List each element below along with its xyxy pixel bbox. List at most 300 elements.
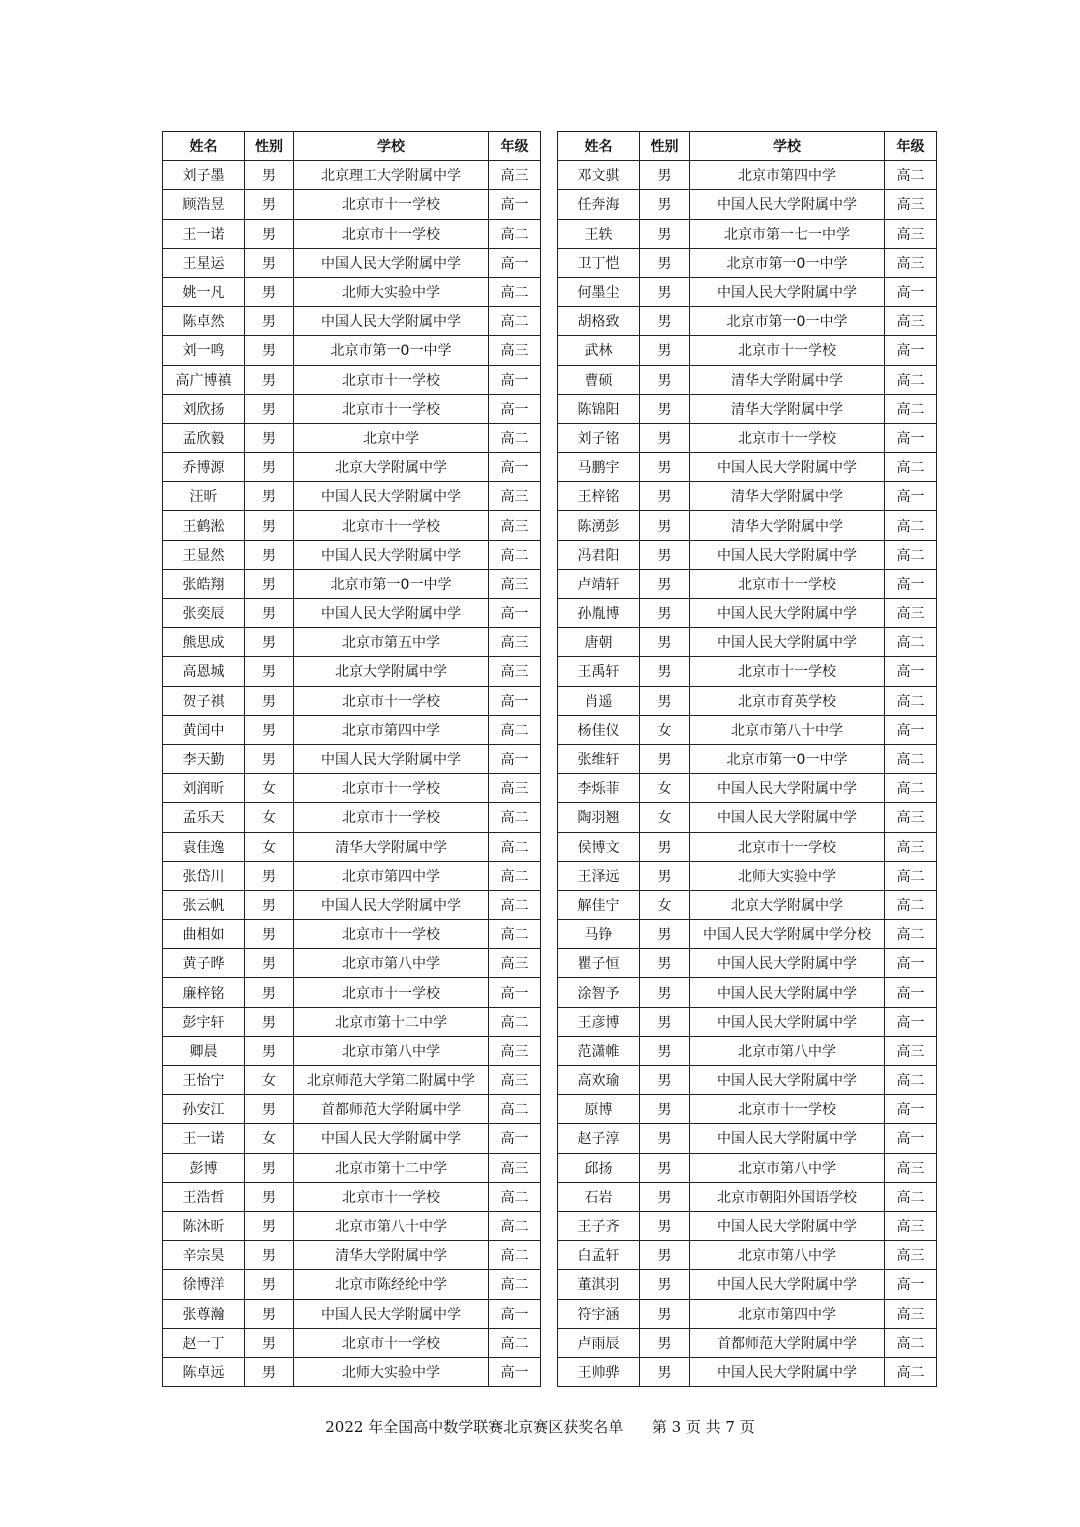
table-row bbox=[163, 978, 541, 1007]
cell-name: 王显然 bbox=[163, 540, 245, 569]
table-row bbox=[163, 715, 541, 744]
cell-school: 北京市第八中学 bbox=[294, 949, 489, 978]
table-row bbox=[558, 861, 937, 890]
cell-school: 中国人民大学附属中学 bbox=[690, 1357, 885, 1386]
cell-school: 北京市陈经纶中学 bbox=[294, 1270, 489, 1299]
cell-grade: 高二 bbox=[885, 365, 937, 394]
cell-school: 北京市第四中学 bbox=[294, 715, 489, 744]
table-row bbox=[558, 161, 937, 190]
cell-name: 陈湧彭 bbox=[558, 511, 640, 540]
cell-name: 彭宇轩 bbox=[163, 1007, 245, 1036]
table-row bbox=[558, 832, 937, 861]
cell-grade: 高三 bbox=[885, 803, 937, 832]
table-row bbox=[558, 1357, 937, 1386]
cell-gender: 男 bbox=[245, 920, 294, 949]
cell-name: 王怡宁 bbox=[163, 1066, 245, 1095]
cell-grade: 高三 bbox=[489, 949, 541, 978]
cell-gender: 男 bbox=[640, 832, 690, 861]
table-row bbox=[163, 453, 541, 482]
table-row bbox=[163, 1328, 541, 1357]
table-row bbox=[558, 277, 937, 306]
cell-name: 杨佳仪 bbox=[558, 715, 640, 744]
cell-school: 清华大学附属中学 bbox=[294, 1241, 489, 1270]
cell-gender: 男 bbox=[640, 190, 690, 219]
cell-school: 北京市十一学校 bbox=[294, 190, 489, 219]
table-row bbox=[163, 307, 541, 336]
cell-name: 孙胤博 bbox=[558, 599, 640, 628]
cell-name: 张维轩 bbox=[558, 744, 640, 773]
cell-gender: 男 bbox=[640, 949, 690, 978]
cell-gender: 男 bbox=[245, 248, 294, 277]
cell-school: 北京市朝阳外国语学校 bbox=[690, 1182, 885, 1211]
table-row bbox=[558, 394, 937, 423]
cell-school: 北京市第一七一中学 bbox=[690, 219, 885, 248]
table-row bbox=[558, 482, 937, 511]
cell-gender: 男 bbox=[640, 219, 690, 248]
cell-name: 卿晨 bbox=[163, 1036, 245, 1065]
cell-name: 刘子铭 bbox=[558, 423, 640, 452]
table-row bbox=[558, 890, 937, 919]
cell-gender: 男 bbox=[640, 365, 690, 394]
table-row bbox=[558, 569, 937, 598]
cell-school: 中国人民大学附属中学 bbox=[690, 774, 885, 803]
cell-gender: 男 bbox=[245, 1036, 294, 1065]
award-table-right bbox=[557, 131, 937, 1387]
cell-name: 任奔海 bbox=[558, 190, 640, 219]
cell-gender: 男 bbox=[245, 423, 294, 452]
table-row bbox=[558, 774, 937, 803]
cell-grade: 高三 bbox=[489, 1036, 541, 1065]
cell-gender: 女 bbox=[245, 803, 294, 832]
cell-name: 刘润昕 bbox=[163, 774, 245, 803]
cell-name: 王鹤淞 bbox=[163, 511, 245, 540]
cell-school: 北京市十一学校 bbox=[690, 657, 885, 686]
cell-gender: 男 bbox=[640, 920, 690, 949]
cell-school: 北京大学附属中学 bbox=[294, 657, 489, 686]
cell-gender: 男 bbox=[245, 1182, 294, 1211]
cell-name: 辛宗昊 bbox=[163, 1241, 245, 1270]
cell-name: 曲相如 bbox=[163, 920, 245, 949]
cell-gender: 男 bbox=[640, 1182, 690, 1211]
cell-gender: 男 bbox=[245, 1328, 294, 1357]
cell-school: 北京市十一学校 bbox=[294, 394, 489, 423]
cell-grade: 高二 bbox=[489, 219, 541, 248]
cell-grade: 高三 bbox=[885, 248, 937, 277]
cell-name: 刘子墨 bbox=[163, 161, 245, 190]
cell-grade: 高三 bbox=[489, 657, 541, 686]
table-row bbox=[163, 832, 541, 861]
cell-gender: 男 bbox=[245, 715, 294, 744]
footer-page-number: 第 3 页 共 7 页 bbox=[651, 1418, 755, 1436]
cell-name: 姚一凡 bbox=[163, 277, 245, 306]
cell-grade: 高一 bbox=[885, 1007, 937, 1036]
cell-grade: 高一 bbox=[489, 365, 541, 394]
page-footer bbox=[0, 1416, 1080, 1437]
cell-name: 高欢瑜 bbox=[558, 1066, 640, 1095]
cell-gender: 男 bbox=[640, 540, 690, 569]
table-row bbox=[163, 657, 541, 686]
cell-grade: 高二 bbox=[489, 803, 541, 832]
cell-school: 北京市十一学校 bbox=[690, 569, 885, 598]
table-row bbox=[558, 744, 937, 773]
cell-grade: 高三 bbox=[489, 511, 541, 540]
cell-name: 瞿子恒 bbox=[558, 949, 640, 978]
table-header-row bbox=[558, 132, 937, 161]
cell-school: 中国人民大学附属中学 bbox=[690, 453, 885, 482]
cell-name: 贺子祺 bbox=[163, 686, 245, 715]
cell-gender: 男 bbox=[245, 569, 294, 598]
cell-grade: 高二 bbox=[885, 920, 937, 949]
cell-school: 清华大学附属中学 bbox=[690, 482, 885, 511]
cell-name: 王浩哲 bbox=[163, 1182, 245, 1211]
cell-gender: 男 bbox=[245, 219, 294, 248]
table-row bbox=[558, 599, 937, 628]
cell-school: 清华大学附属中学 bbox=[690, 365, 885, 394]
header-name: 姓名 bbox=[558, 132, 640, 161]
cell-name: 孟欣毅 bbox=[163, 423, 245, 452]
cell-school: 中国人民大学附属中学 bbox=[690, 628, 885, 657]
cell-school: 北京市第八十中学 bbox=[294, 1211, 489, 1240]
cell-grade: 高一 bbox=[885, 949, 937, 978]
cell-gender: 男 bbox=[640, 1299, 690, 1328]
cell-name: 范潇帷 bbox=[558, 1036, 640, 1065]
cell-grade: 高二 bbox=[489, 540, 541, 569]
cell-gender: 女 bbox=[640, 890, 690, 919]
cell-gender: 男 bbox=[640, 1211, 690, 1240]
table-row bbox=[558, 1211, 937, 1240]
cell-gender: 男 bbox=[640, 1066, 690, 1095]
table-row bbox=[163, 1299, 541, 1328]
cell-gender: 男 bbox=[640, 978, 690, 1007]
table-row bbox=[163, 1270, 541, 1299]
table-row bbox=[163, 1095, 541, 1124]
cell-school: 中国人民大学附属中学 bbox=[294, 248, 489, 277]
cell-school: 北京市育英学校 bbox=[690, 686, 885, 715]
cell-name: 董淇羽 bbox=[558, 1270, 640, 1299]
cell-name: 卫丁恺 bbox=[558, 248, 640, 277]
cell-gender: 男 bbox=[640, 1270, 690, 1299]
cell-school: 北京市第一0一中学 bbox=[690, 744, 885, 773]
cell-name: 王帅骅 bbox=[558, 1357, 640, 1386]
cell-school: 北京市第八十中学 bbox=[690, 715, 885, 744]
cell-name: 高广博禛 bbox=[163, 365, 245, 394]
cell-grade: 高二 bbox=[885, 161, 937, 190]
cell-grade: 高二 bbox=[489, 1328, 541, 1357]
cell-name: 张尊瀚 bbox=[163, 1299, 245, 1328]
cell-name: 乔博源 bbox=[163, 453, 245, 482]
header-grade: 年级 bbox=[489, 132, 541, 161]
cell-school: 北京市十一学校 bbox=[690, 336, 885, 365]
table-row bbox=[163, 744, 541, 773]
cell-name: 孟乐天 bbox=[163, 803, 245, 832]
table-row bbox=[163, 569, 541, 598]
cell-name: 邓文骐 bbox=[558, 161, 640, 190]
cell-grade: 高三 bbox=[885, 1211, 937, 1240]
cell-name: 彭博 bbox=[163, 1153, 245, 1182]
table-row bbox=[163, 1036, 541, 1065]
cell-school: 北京理工大学附属中学 bbox=[294, 161, 489, 190]
cell-school: 中国人民大学附属中学 bbox=[690, 599, 885, 628]
cell-school: 北京市第八中学 bbox=[690, 1153, 885, 1182]
table-row bbox=[558, 657, 937, 686]
cell-gender: 男 bbox=[245, 1095, 294, 1124]
table-row bbox=[163, 336, 541, 365]
table-row bbox=[558, 715, 937, 744]
table-body bbox=[163, 161, 541, 1387]
cell-school: 北京市十一学校 bbox=[294, 219, 489, 248]
footer-title: 2022 年全国高中数学联赛北京赛区获奖名单 bbox=[325, 1418, 624, 1436]
cell-school: 北京大学附属中学 bbox=[690, 890, 885, 919]
cell-grade: 高二 bbox=[489, 1095, 541, 1124]
cell-grade: 高二 bbox=[885, 1357, 937, 1386]
cell-gender: 男 bbox=[640, 861, 690, 890]
cell-gender: 女 bbox=[640, 715, 690, 744]
cell-school: 北京中学 bbox=[294, 423, 489, 452]
cell-gender: 男 bbox=[245, 1357, 294, 1386]
cell-name: 黄子晔 bbox=[163, 949, 245, 978]
cell-gender: 男 bbox=[640, 1153, 690, 1182]
cell-gender: 男 bbox=[245, 365, 294, 394]
cell-grade: 高二 bbox=[885, 1182, 937, 1211]
cell-name: 陶羽翘 bbox=[558, 803, 640, 832]
cell-gender: 男 bbox=[640, 1328, 690, 1357]
cell-gender: 男 bbox=[245, 1153, 294, 1182]
cell-grade: 高一 bbox=[885, 423, 937, 452]
cell-name: 赵子淳 bbox=[558, 1124, 640, 1153]
cell-grade: 高三 bbox=[885, 190, 937, 219]
cell-school: 中国人民大学附属中学 bbox=[690, 1270, 885, 1299]
table-row bbox=[558, 1153, 937, 1182]
cell-school: 北京市十一学校 bbox=[294, 511, 489, 540]
table-row bbox=[558, 248, 937, 277]
cell-name: 卢靖轩 bbox=[558, 569, 640, 598]
cell-gender: 女 bbox=[245, 1066, 294, 1095]
cell-grade: 高三 bbox=[489, 482, 541, 511]
header-gender: 性别 bbox=[640, 132, 690, 161]
cell-school: 北京师范大学第二附属中学 bbox=[294, 1066, 489, 1095]
cell-grade: 高三 bbox=[489, 774, 541, 803]
cell-gender: 男 bbox=[640, 423, 690, 452]
cell-grade: 高一 bbox=[885, 1095, 937, 1124]
table-row bbox=[163, 1007, 541, 1036]
cell-gender: 男 bbox=[245, 890, 294, 919]
table-row bbox=[558, 1241, 937, 1270]
cell-school: 中国人民大学附属中学 bbox=[690, 1066, 885, 1095]
cell-school: 北京市第一0一中学 bbox=[690, 307, 885, 336]
cell-school: 中国人民大学附属中学 bbox=[294, 744, 489, 773]
cell-grade: 高二 bbox=[885, 511, 937, 540]
cell-school: 北京市十一学校 bbox=[294, 978, 489, 1007]
cell-name: 张奕辰 bbox=[163, 599, 245, 628]
cell-school: 中国人民大学附属中学 bbox=[294, 1299, 489, 1328]
table-row bbox=[163, 540, 541, 569]
cell-school: 中国人民大学附属中学 bbox=[294, 1124, 489, 1153]
table-row bbox=[163, 219, 541, 248]
cell-school: 北京市第八中学 bbox=[690, 1036, 885, 1065]
cell-gender: 男 bbox=[245, 190, 294, 219]
table-body bbox=[558, 161, 937, 1387]
cell-gender: 男 bbox=[640, 1095, 690, 1124]
cell-name: 侯博文 bbox=[558, 832, 640, 861]
cell-name: 王星运 bbox=[163, 248, 245, 277]
table-row bbox=[163, 628, 541, 657]
table-row bbox=[558, 423, 937, 452]
cell-name: 王一诺 bbox=[163, 1124, 245, 1153]
cell-name: 汪昕 bbox=[163, 482, 245, 511]
cell-name: 陈沐昕 bbox=[163, 1211, 245, 1240]
cell-grade: 高三 bbox=[885, 1036, 937, 1065]
cell-grade: 高一 bbox=[489, 686, 541, 715]
cell-name: 肖遥 bbox=[558, 686, 640, 715]
cell-gender: 女 bbox=[245, 774, 294, 803]
cell-gender: 男 bbox=[640, 394, 690, 423]
cell-school: 北京市第十二中学 bbox=[294, 1153, 489, 1182]
cell-grade: 高三 bbox=[489, 336, 541, 365]
cell-grade: 高二 bbox=[489, 307, 541, 336]
cell-grade: 高三 bbox=[885, 1241, 937, 1270]
table-row bbox=[163, 1211, 541, 1240]
cell-grade: 高一 bbox=[489, 744, 541, 773]
cell-grade: 高二 bbox=[489, 890, 541, 919]
header-school: 学校 bbox=[690, 132, 885, 161]
table-row bbox=[163, 890, 541, 919]
table-row bbox=[163, 161, 541, 190]
cell-gender: 男 bbox=[640, 248, 690, 277]
cell-grade: 高一 bbox=[885, 482, 937, 511]
cell-gender: 男 bbox=[245, 1241, 294, 1270]
cell-name: 王一诺 bbox=[163, 219, 245, 248]
cell-grade: 高三 bbox=[885, 599, 937, 628]
table-row bbox=[558, 511, 937, 540]
cell-name: 王泽远 bbox=[558, 861, 640, 890]
table-row bbox=[558, 1124, 937, 1153]
cell-grade: 高一 bbox=[885, 715, 937, 744]
cell-grade: 高二 bbox=[885, 394, 937, 423]
cell-gender: 男 bbox=[245, 686, 294, 715]
cell-grade: 高二 bbox=[489, 1211, 541, 1240]
cell-name: 高恩城 bbox=[163, 657, 245, 686]
cell-grade: 高三 bbox=[885, 219, 937, 248]
table-row bbox=[163, 803, 541, 832]
cell-school: 中国人民大学附属中学 bbox=[294, 482, 489, 511]
table-row bbox=[163, 423, 541, 452]
cell-gender: 男 bbox=[245, 1299, 294, 1328]
cell-name: 马铮 bbox=[558, 920, 640, 949]
table-row bbox=[558, 1095, 937, 1124]
cell-gender: 男 bbox=[245, 511, 294, 540]
table-row bbox=[558, 1270, 937, 1299]
cell-grade: 高一 bbox=[885, 978, 937, 1007]
table-row bbox=[558, 949, 937, 978]
table-row bbox=[558, 219, 937, 248]
table-row bbox=[558, 978, 937, 1007]
cell-gender: 男 bbox=[245, 1007, 294, 1036]
cell-name: 孙安江 bbox=[163, 1095, 245, 1124]
cell-gender: 男 bbox=[245, 453, 294, 482]
cell-school: 北京市第四中学 bbox=[690, 161, 885, 190]
cell-school: 北京市十一学校 bbox=[690, 1095, 885, 1124]
cell-gender: 男 bbox=[245, 657, 294, 686]
table-row bbox=[163, 511, 541, 540]
cell-gender: 男 bbox=[640, 1357, 690, 1386]
cell-school: 北京市十一学校 bbox=[690, 832, 885, 861]
cell-school: 中国人民大学附属中学 bbox=[294, 890, 489, 919]
cell-school: 北京市第十二中学 bbox=[294, 1007, 489, 1036]
cell-name: 石岩 bbox=[558, 1182, 640, 1211]
cell-grade: 高三 bbox=[885, 1299, 937, 1328]
cell-gender: 男 bbox=[640, 277, 690, 306]
cell-name: 冯君阳 bbox=[558, 540, 640, 569]
cell-grade: 高二 bbox=[885, 1066, 937, 1095]
cell-grade: 高二 bbox=[885, 540, 937, 569]
table-row bbox=[558, 365, 937, 394]
table-row bbox=[558, 1328, 937, 1357]
cell-gender: 男 bbox=[245, 277, 294, 306]
cell-school: 北京市十一学校 bbox=[294, 803, 489, 832]
cell-name: 徐博洋 bbox=[163, 1270, 245, 1299]
cell-grade: 高二 bbox=[489, 1270, 541, 1299]
cell-school: 中国人民大学附属中学 bbox=[690, 978, 885, 1007]
cell-grade: 高三 bbox=[489, 1066, 541, 1095]
table-row bbox=[163, 248, 541, 277]
cell-school: 北师大实验中学 bbox=[294, 277, 489, 306]
cell-grade: 高一 bbox=[885, 1124, 937, 1153]
cell-name: 张岱川 bbox=[163, 861, 245, 890]
cell-grade: 高二 bbox=[885, 744, 937, 773]
cell-grade: 高三 bbox=[489, 1153, 541, 1182]
cell-grade: 高二 bbox=[489, 715, 541, 744]
cell-school: 北师大实验中学 bbox=[690, 861, 885, 890]
cell-gender: 男 bbox=[640, 628, 690, 657]
cell-school: 中国人民大学附属中学 bbox=[294, 307, 489, 336]
cell-school: 北京市第五中学 bbox=[294, 628, 489, 657]
table-row bbox=[558, 307, 937, 336]
cell-school: 北京市第八中学 bbox=[690, 1241, 885, 1270]
cell-name: 刘一鸣 bbox=[163, 336, 245, 365]
table-row bbox=[558, 1299, 937, 1328]
table-row bbox=[558, 540, 937, 569]
cell-grade: 高一 bbox=[489, 453, 541, 482]
table-row bbox=[163, 774, 541, 803]
table-row bbox=[163, 1066, 541, 1095]
table-row bbox=[558, 1036, 937, 1065]
cell-gender: 女 bbox=[245, 832, 294, 861]
header-gender: 性别 bbox=[245, 132, 294, 161]
cell-school: 北京市第八中学 bbox=[294, 1036, 489, 1065]
cell-school: 北京市十一学校 bbox=[294, 686, 489, 715]
cell-gender: 男 bbox=[640, 307, 690, 336]
cell-name: 何墨尘 bbox=[558, 277, 640, 306]
cell-grade: 高三 bbox=[489, 161, 541, 190]
cell-name: 王子齐 bbox=[558, 1211, 640, 1240]
cell-school: 北京市第四中学 bbox=[294, 861, 489, 890]
cell-grade: 高一 bbox=[885, 569, 937, 598]
cell-grade: 高一 bbox=[489, 394, 541, 423]
cell-grade: 高三 bbox=[885, 307, 937, 336]
cell-name: 涂智予 bbox=[558, 978, 640, 1007]
cell-gender: 男 bbox=[640, 482, 690, 511]
cell-grade: 高二 bbox=[885, 628, 937, 657]
cell-name: 白孟轩 bbox=[558, 1241, 640, 1270]
cell-name: 武林 bbox=[558, 336, 640, 365]
cell-name: 黄闰中 bbox=[163, 715, 245, 744]
cell-grade: 高二 bbox=[489, 832, 541, 861]
table-row bbox=[163, 861, 541, 890]
cell-name: 张云帆 bbox=[163, 890, 245, 919]
cell-name: 张皓翔 bbox=[163, 569, 245, 598]
cell-name: 顾浩昱 bbox=[163, 190, 245, 219]
cell-name: 原博 bbox=[558, 1095, 640, 1124]
